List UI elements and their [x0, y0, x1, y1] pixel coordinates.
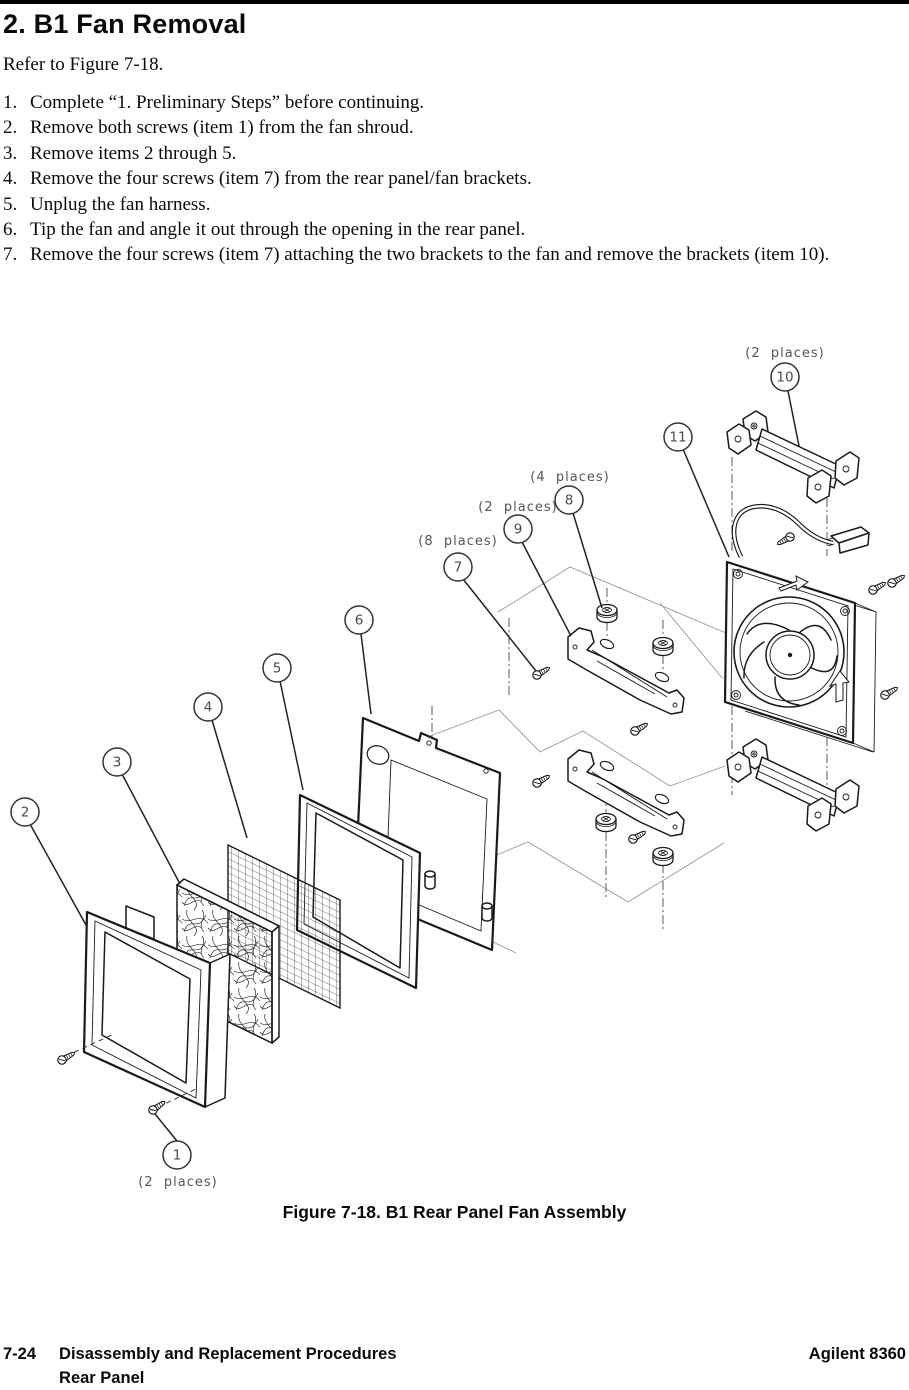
note-item8: (4 places)	[530, 470, 610, 485]
step-item	[3, 166, 863, 191]
svg-text:11: 11	[669, 429, 687, 446]
intro-text: Refer to Figure 7-18.	[3, 54, 164, 75]
step-item	[3, 90, 863, 115]
screw	[531, 664, 551, 681]
step-item	[3, 115, 863, 140]
footer-product: Agilent 8360	[808, 1345, 906, 1363]
harness-connector	[827, 527, 869, 553]
svg-text:2: 2	[20, 804, 30, 821]
top-rule	[0, 0, 909, 4]
fan-bracket-assembly-top	[727, 411, 859, 503]
svg-text:5: 5	[272, 660, 282, 677]
svg-text:8: 8	[564, 492, 574, 509]
grommet	[653, 848, 673, 866]
step-text: Unplug the fan harness.	[30, 193, 211, 215]
svg-text:6: 6	[354, 612, 364, 629]
svg-text:1: 1	[172, 1147, 182, 1164]
note-item7: (8 places)	[418, 534, 498, 549]
grommet	[597, 605, 617, 623]
callout-5	[263, 654, 291, 682]
fan-bracket-assembly-bottom	[727, 739, 859, 831]
callout-11	[664, 423, 692, 451]
callout-10	[771, 363, 799, 391]
step-text: Tip the fan and angle it out through the opening in the rear panel.	[30, 219, 526, 241]
callout-1	[163, 1141, 191, 1169]
callout-6	[345, 606, 373, 634]
screw	[147, 1098, 167, 1116]
fan-assembly-figure	[0, 340, 909, 1202]
step-number: 5.	[3, 193, 18, 215]
step-item	[3, 217, 863, 242]
screw	[775, 531, 795, 548]
step-text: Remove the four screws (item 7) from the rear panel/fan brackets.	[30, 168, 532, 190]
callout-7	[444, 553, 472, 581]
grommet	[653, 638, 673, 656]
note-item9: (2 places)	[478, 500, 558, 515]
svg-text:9: 9	[513, 521, 523, 538]
step-number: 3.	[3, 142, 18, 164]
callout-2	[11, 798, 39, 826]
screw	[627, 828, 647, 845]
fan-bracket-lower	[568, 750, 684, 836]
page-title: 2. B1 Fan Removal	[3, 9, 247, 39]
step-item	[3, 242, 863, 267]
step-text: Remove both screws (item 1) from the fan shroud.	[30, 117, 414, 139]
step-item	[3, 141, 863, 166]
svg-text:7: 7	[453, 559, 463, 576]
svg-text:4: 4	[203, 699, 213, 716]
screw	[886, 572, 906, 589]
step-text: Complete “1. Preliminary Steps” before continuing.	[30, 92, 425, 113]
callout-4	[194, 693, 222, 721]
step-text: Remove the four screws (item 7) attaching the two brackets to the fan and remove the brackets (item 10).	[30, 244, 830, 266]
footer-section: Rear Panel	[59, 1369, 145, 1387]
standoff	[425, 871, 435, 889]
screw	[879, 684, 899, 701]
fan-harness-wire	[734, 506, 833, 557]
screw	[629, 720, 649, 737]
footer-chapter: Disassembly and Replacement Procedures	[59, 1345, 397, 1363]
step-number: 1.	[3, 92, 18, 113]
callout-3	[103, 748, 131, 776]
step-number: 7.	[3, 244, 18, 266]
screw	[867, 579, 887, 596]
standoff	[482, 903, 492, 921]
note-item10: (2 places)	[745, 346, 825, 361]
figure-caption: Figure 7-18. B1 Rear Panel Fan Assembly	[282, 1202, 627, 1222]
grommet	[596, 814, 616, 832]
screw	[531, 772, 551, 789]
page-footer	[3, 1342, 906, 1390]
step-text: Remove items 2 through 5.	[30, 142, 237, 164]
step-number: 4.	[3, 168, 18, 190]
note-item1: (2 places)	[138, 1175, 218, 1190]
exploded-view-diagram	[0, 340, 909, 1202]
procedure-steps	[3, 90, 863, 268]
callout-9	[504, 515, 532, 543]
footer-section-block	[59, 1342, 809, 1390]
screw	[56, 1049, 76, 1066]
step-number: 2.	[3, 117, 18, 139]
svg-text:3: 3	[112, 754, 122, 771]
svg-text:10: 10	[776, 369, 794, 386]
step-item	[3, 192, 863, 217]
footer-page-number: 7-24	[3, 1345, 37, 1363]
step-number: 6.	[3, 219, 18, 241]
fan	[725, 562, 876, 752]
callout-8	[555, 486, 583, 514]
